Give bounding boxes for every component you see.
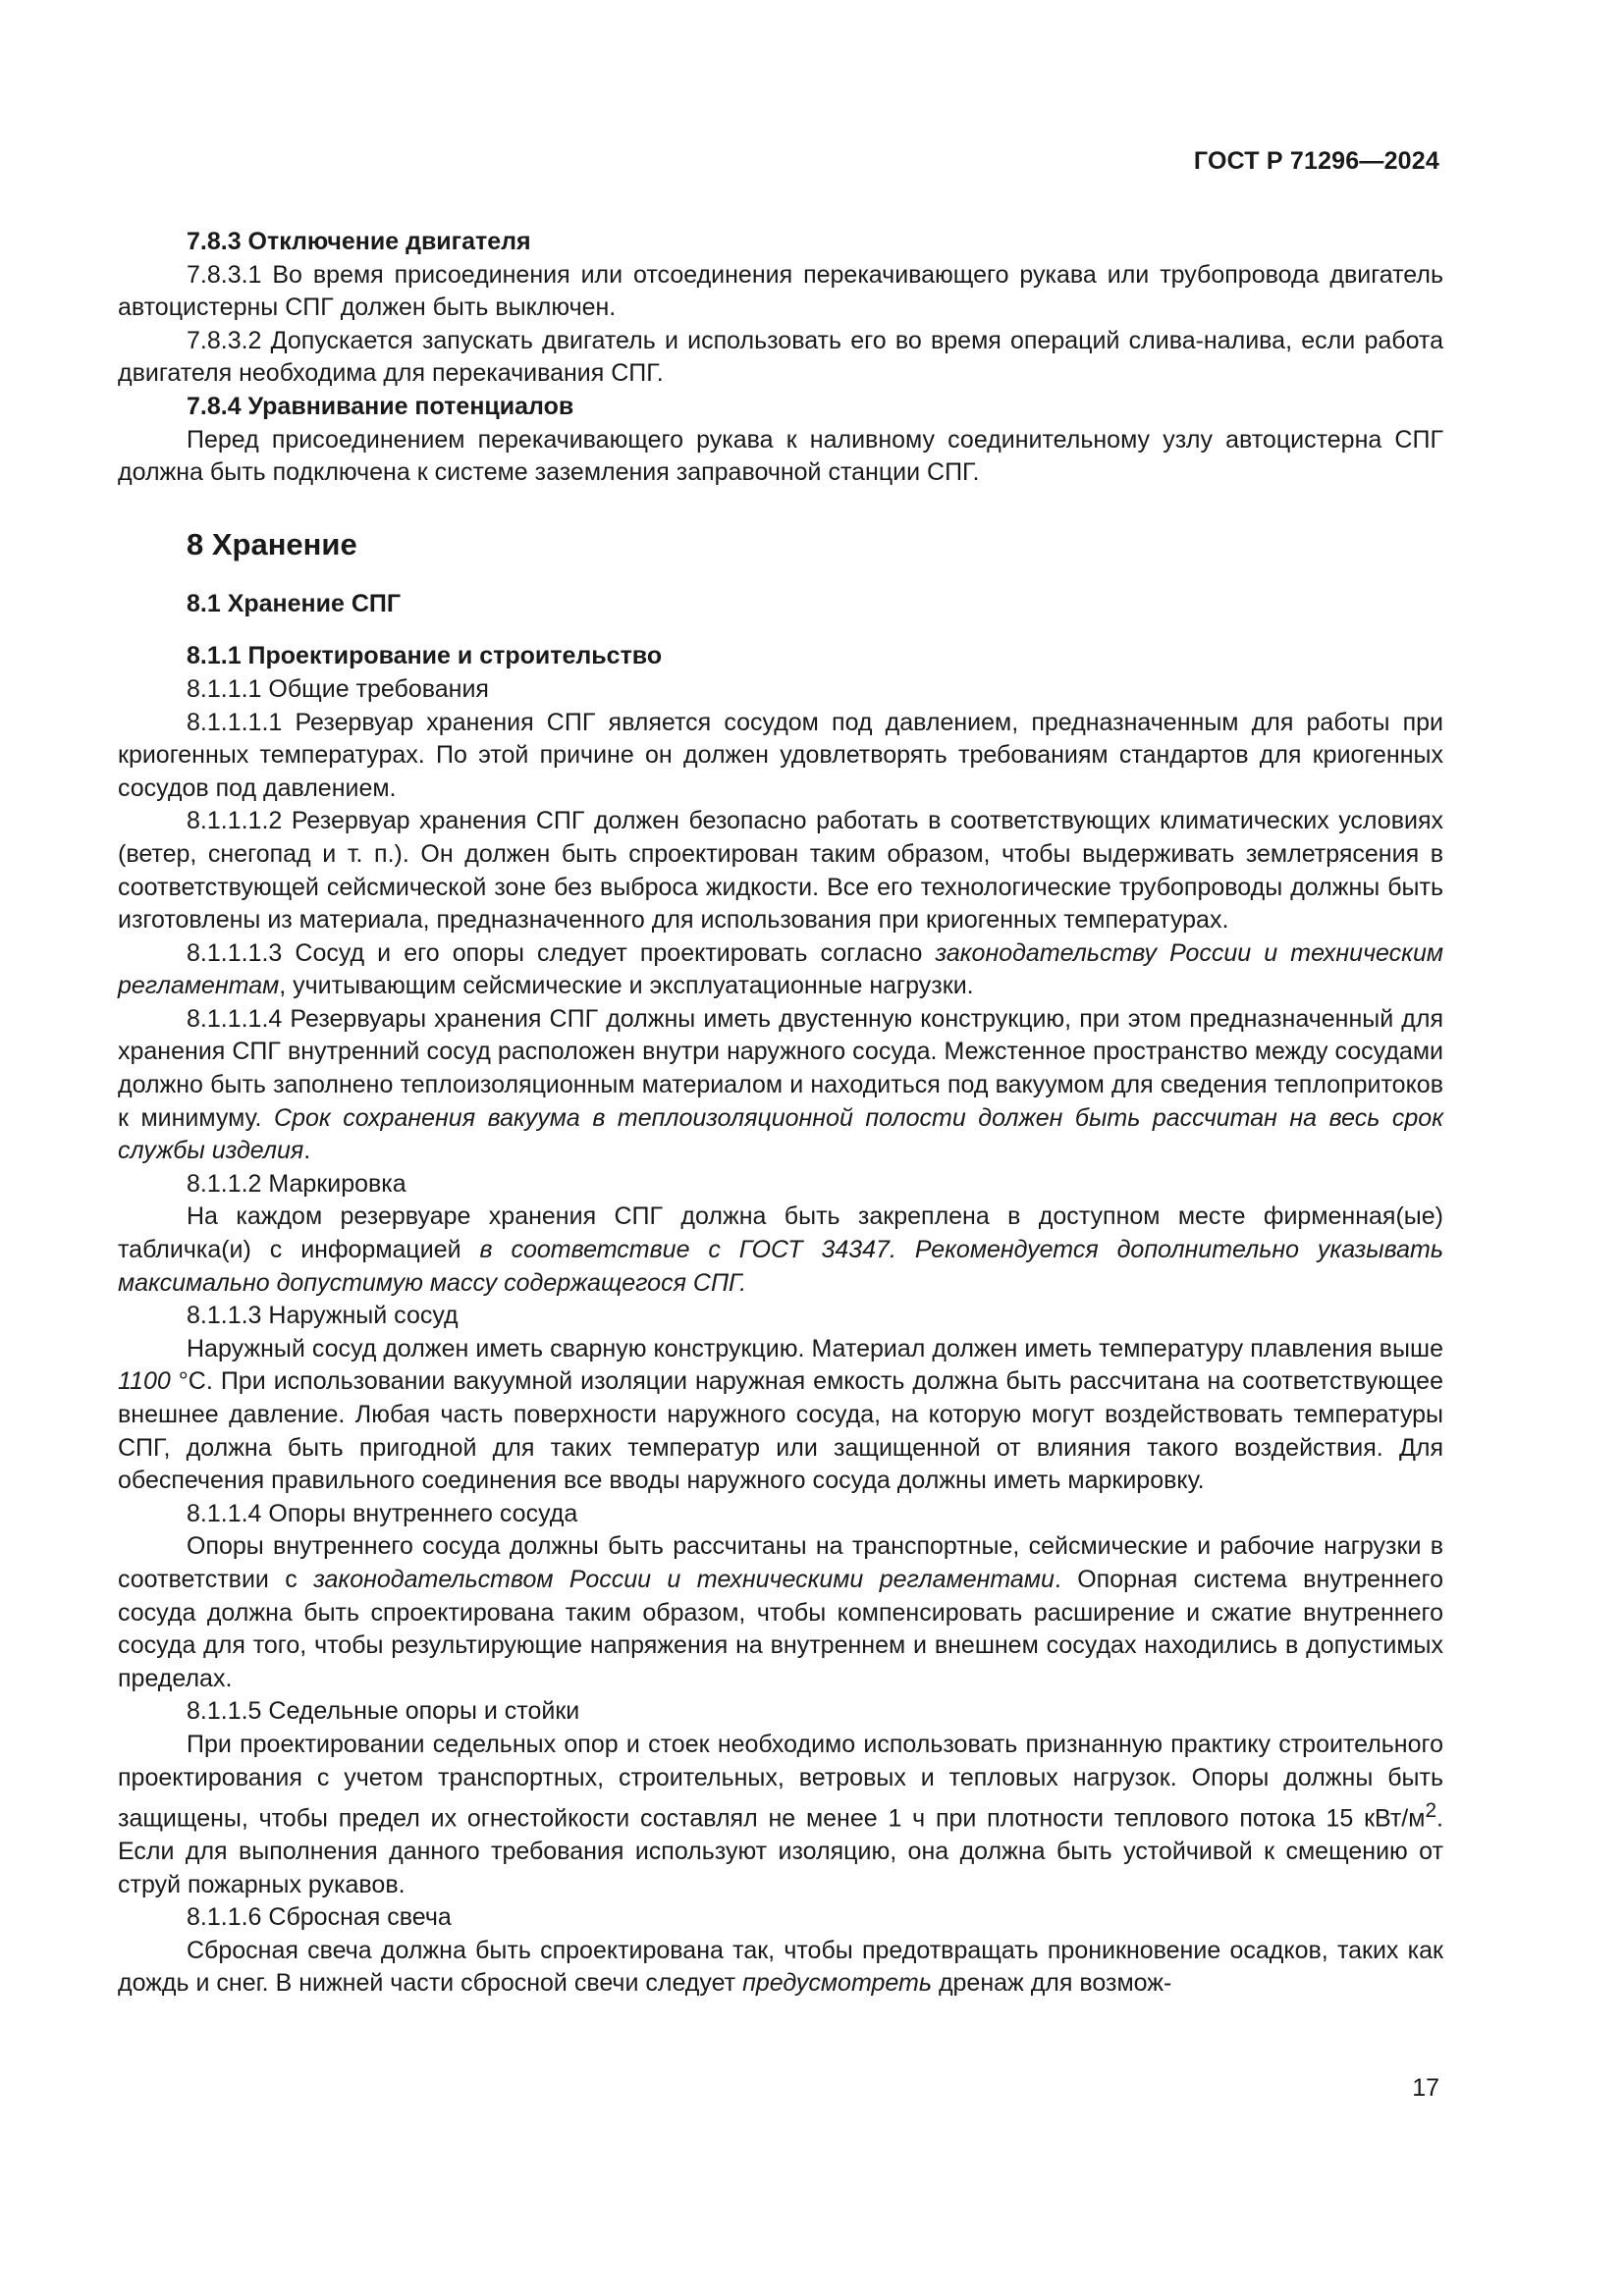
text-run: дренаж для возмож- [932,1969,1172,1998]
text-run: . Опорная система внутреннего сосуда должна быть спроектирована таким образом, чтобы компенсировать расширение и сжатие внутреннего сосуда для того, чтобы результирующие напряжения на внутреннем и внешнем сосудах находились в допустимых пределах. [118,1565,1443,1692]
heading-7-8-4: 7.8.4 Уравнивание потенциалов [187,392,574,420]
subheading-8-1-1-5: 8.1.1.5 Седельные опоры и стойки [187,1697,580,1726]
paragraph-7-8-3-2: 7.8.3.2 Допускается запускать двигатель и использовать его во время операций слива-налива, если работа двигателя необходима для перекачивания СПГ. [118,326,1443,388]
document-body [118,226,1443,2001]
emphasis-text: в соответствие с ГОСТ 34347. Рекомендуется дополнительно указывать максимально допустимую массу содержащегося СПГ. [118,1236,1443,1297]
paragraph-8-1-1-1-1: 8.1.1.1.1 Резервуар хранения СПГ является сосудом под давлением, предназначенным для работы при криогенных температурах. По этой причине он должен удовлетворять требованиям стандартов для криогенных сосудов под давлением. [118,708,1443,802]
text-run: При проектировании седельных опор и стоек необходимо использовать признанную практику строительного проектирования с учетом транспортных, строительных, ветровых и тепловых нагрузок. Опоры должны быть защищены, чтобы предел их огнестойкости составлял не менее 1 ч при плотности теплового потока 15 кВт/м [118,1730,1443,1833]
paragraph-7-8-4: Перед присоединением перекачивающего рукава к наливному соединительному узлу автоцистерна СПГ должна быть подключена к системе заземления заправочной станции СПГ. [118,425,1443,487]
subheading-8-1-1-3: 8.1.1.3 Наружный сосуд [187,1302,459,1330]
text-run: На каждом резервуаре хранения СПГ должна быть закреплена в доступном месте фирменная(ые) табличка(и) с информацией [118,1202,1443,1264]
text-run: Наружный сосуд должен иметь сварную конструкцию. Материал должен иметь температуру плавления выше [187,1334,1443,1362]
paragraph-8-1-1-1-3 [118,937,1443,1003]
emphasis-text: законодательством России и техническими регламентами [313,1565,1055,1593]
text-run: . Если для выполнения данного требования используют изоляцию, она должна быть устойчивой к смещению от струй пожарных рукавов. [118,1804,1443,1898]
text-run: . [303,1137,311,1165]
paragraph-8-1-1-5 [118,1729,1443,1901]
text-run: , учитывающим сейсмические и эксплуатационные нагрузки. [279,972,974,1000]
page-header-standard-code: ГОСТ Р 71296—2024 [1193,147,1439,175]
paragraph-8-1-1-1-2: 8.1.1.1.2 Резервуар хранения СПГ должен безопасно работать в соответствующих климатических условиях (ветер, снегопад и т. п.). Он должен быть спроектирован таким образом, чтобы выдерживать землетрясения в соответствующей сейсмической зоне без выброса жидкости. Все его технологические трубопроводы должны быть изготовлены из материала, предназначенного для использования при криогенных температурах. [118,807,1443,934]
subheading-8-1-1-4: 8.1.1.4 Опоры внутреннего сосуда [187,1499,578,1527]
paragraph-8-1-1-3 [118,1333,1443,1498]
paragraph-8-1-1-6 [118,1935,1443,2001]
paragraph-7-8-3-1: 7.8.3.1 Во время присоединения или отсоединения перекачивающего рукава или трубопровода двигатель автоцистерны СПГ должен быть выключен. [118,260,1443,322]
emphasis-text: предусмотреть [742,1969,932,1998]
superscript: 2 [1425,1799,1437,1823]
text-run: 8.1.1.1.4 Резервуары хранения СПГ должны иметь двустенную конструкцию, при этом предназначенный для хранения СПГ внутренний сосуд расположен внутри наружного сосуда. Межстенное пространство между сосудами должно быть заполнено теплоизоляционным материалом и находиться под вакуумом для сведения теплопритоков к минимуму. [118,1004,1443,1132]
subheading-8-1-1-1: 8.1.1.1 Общие требования [187,674,489,703]
heading-8-1-1: 8.1.1 Проектирование и строительство [187,642,663,670]
paragraph-8-1-1-4 [118,1530,1443,1695]
section-heading-8: 8 Хранение [187,526,357,561]
paragraph-8-1-1-1-4 [118,1003,1443,1168]
heading-8-1: 8.1 Хранение СПГ [187,589,402,617]
subheading-8-1-1-6: 8.1.1.6 Сбросная свеча [187,1903,452,1932]
subheading-8-1-1-2: 8.1.1.2 Маркировка [187,1169,406,1198]
emphasis-text: 1100 [118,1367,171,1396]
emphasis-text: Срок сохранения вакуума в теплоизоляционной полости должен быть рассчитан на весь срок службы изделия [118,1103,1443,1165]
heading-7-8-3: 7.8.3 Отключение двигателя [187,228,531,255]
page-number: 17 [1412,2074,1439,2102]
emphasis-text: законодательству России и техническим регламентам [118,938,1443,1000]
text-run: Сбросная свеча должна быть спроектирована так, чтобы предотвращать проникновение осадков, таких как дождь и снег. В нижней части сбросной свечи следует [118,1936,1443,1998]
paragraph-8-1-1-2 [118,1201,1443,1300]
text-run: 8.1.1.1.3 Сосуд и его опоры следует проектировать согласно [187,938,936,967]
text-run: °C. При использовании вакуумной изоляции наружная емкость должна быть рассчитана на соответствующее внешнее давление. Любая часть поверхности наружного сосуда, на которую могут воздействовать температуры СПГ, должна быть пригодной для таких температур или защищенной от влияния такого воздействия. Для обеспечения правильного соединения все вводы наружного сосуда должны иметь маркировку. [118,1367,1443,1495]
text-run: Опоры внутреннего сосуда должны быть рассчитаны на транспортные, сейсмические и рабочие нагрузки в соответствии с [118,1532,1443,1593]
